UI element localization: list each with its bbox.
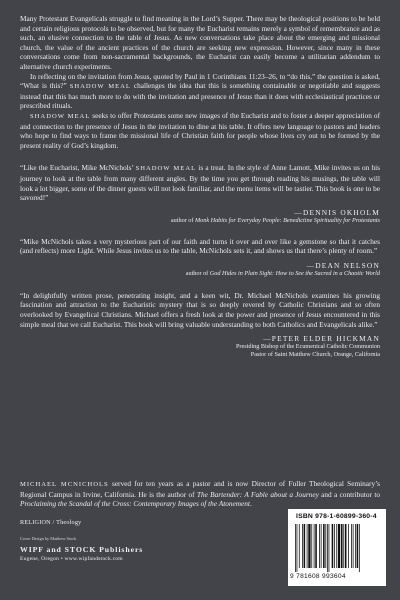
endorser-role-line-1: Presiding Bishop of the Ecumenical Catholic Communion (235, 343, 380, 351)
barcode-bar (308, 524, 310, 568)
endorser-name: —DENNIS OKHOLM (294, 207, 380, 217)
endorser-book-title: Monk Habits for Everyday People: Benedictine Spirituality for Protestants (194, 216, 380, 224)
description-text: In reflecting on the invitation from Jesus, quoted by Paul in 1 Corinthians 11:23–26, to “do this,” the question is asked, “What is this?” (20, 71, 380, 91)
description-paragraph-1: Many Protestant Evangelicals struggle to find meaning in the Lord’s Supper. There may be theological positions to be held and certain religious protocols to be observed, but for many the Eucharist remains merely a symbol of remembrance and as such, an elusive connection to the table of Jesus. As new conversations take place about the emerging and missional church, the value of the ancient practices of the church are seeking new expression. However, since many in these conversations come from non-sacramental backgrounds, the Eucharist can easily become a utilitarian addendum to alternative church experiments. (20, 14, 380, 71)
endorsement-text-part: “Like the Eucharist, Mike McNichols’ (20, 163, 136, 173)
endorsement-attribution (20, 261, 380, 278)
barcode-bar (336, 524, 337, 568)
book-category: RELIGION / Theology (20, 519, 82, 526)
endorser-book-title: God Hides in Plain Sight: How to See the Sacred in a Chaotic World (209, 269, 380, 277)
endorser-name: —DEAN NELSON (306, 260, 380, 270)
description-text: challenges the idea that this is something containable or negotiable and suggests instead that this has much more to do with the invitation and presence of Jesus than it does with ecclesiastical practices or prescribed rituals. (20, 81, 380, 111)
barcode-bar (341, 524, 343, 568)
barcode-bar (304, 524, 306, 568)
barcode-bar (338, 524, 340, 568)
barcode-bar (319, 524, 320, 568)
barcode-bar (357, 524, 359, 568)
book-title-smallcaps: SHADOW MEAL (30, 112, 91, 120)
description-paragraph-2 (20, 72, 380, 111)
endorser-role (20, 270, 380, 278)
barcode-bar (311, 524, 312, 568)
endorser-role-line-2: Pastor of Saint Matthew Church, Orange, California (250, 351, 380, 359)
barcode-bar (295, 524, 296, 572)
endorser-role (20, 217, 380, 225)
isbn-label: ISBN 978-1-60899-360-4 (296, 513, 377, 520)
barcode-bar (355, 524, 356, 568)
barcode-bar (299, 524, 300, 568)
endorsement-attribution (20, 208, 380, 225)
description-paragraph-3 (20, 111, 380, 150)
publisher-name: WIPF and STOCK Publishers (20, 545, 144, 554)
barcode-bar (297, 524, 298, 572)
barcode-bar (329, 524, 330, 572)
endorser-name: —PETER ELDER HICKMAN (263, 334, 380, 344)
barcode-bar (327, 524, 328, 572)
barcode-bar (353, 524, 354, 568)
endorser-role-prefix: author of (170, 216, 195, 224)
endorsement-hickman (20, 291, 380, 359)
barcode-bar (314, 524, 315, 568)
barcode-bar (343, 524, 344, 568)
barcode-bar (321, 524, 322, 568)
endorser-role-prefix: author of (185, 269, 210, 277)
bio-text: . (249, 499, 252, 509)
barcode-bar (348, 524, 349, 568)
endorsement-attribution (20, 334, 380, 359)
barcode-bar (334, 524, 335, 568)
endorsement-text: “In delightfully written prose, penetrating insight, and a keen wit, Dr. Michael McNichols examines his growing fascination and attraction to the Eucharistic mystery that is so deeply revered by Catholic Christians and so often overlooked by Evangelical Christians. Michael offers a fresh look at the power and presence of Jesus encountered in this simple meal that we call Eucharist. This book will bring valuable understanding to both Catholics and Evangelicals alike.” (20, 290, 380, 329)
book-title-smallcaps: SHADOW MEAL (69, 83, 131, 91)
endorsement-nelson (20, 237, 380, 278)
barcode-bar (325, 524, 326, 568)
barcode-bar (315, 524, 317, 568)
bio-book-title: The Bartender: A Fable about a Journey (196, 489, 319, 499)
cover-design-credit: Cover Design by Matthew Stock (20, 536, 77, 541)
publisher-address: Eugene, Oregon • www.wipfandstock.com (20, 556, 123, 562)
bio-book-title: Proclaiming the Scandal of the Cross: Contemporary Images of the Atonement (20, 499, 250, 509)
author-bio (20, 479, 380, 509)
barcode-bar (359, 524, 360, 572)
barcode-bar (302, 524, 303, 568)
book-title-smallcaps: SHADOW MEAL (135, 165, 197, 173)
barcode-digits: 9 781608 993604 (290, 573, 346, 580)
endorsement-okholm (20, 163, 380, 224)
barcode-bar (345, 524, 347, 568)
bio-text: served for ten years as a pastor and is now Director of Fuller Theological Seminary’s Regional Campus in Irvine, California. He is the author of (20, 479, 380, 499)
barcode-bar (351, 524, 352, 568)
barcode-bar (332, 524, 334, 568)
barcode-bars (295, 524, 381, 572)
book-description (20, 14, 380, 150)
description-text: seeks to offer Protestants some new images of the Eucharist and to foster a deeper appreciation of and connection to the presence of Jesus in the invitation to dine at his table. It offers new language to pastors and leaders who hope to find ways to frame the missional life of Christian faith for people whose lives cry out to be formed by the present reality of God’s kingdom. (20, 110, 380, 150)
endorsement-text (20, 163, 380, 202)
barcode-bar (323, 524, 325, 568)
isbn-barcode (288, 509, 386, 586)
author-name-smallcaps: MICHAEL MCNICHOLS (20, 481, 109, 488)
barcode-bar (307, 524, 308, 568)
bio-text: and a contributor to (318, 489, 380, 499)
endorsement-text-part: is a treat. In the style of Anne Lamott, Mike invites us on his journey to look at the table from many different angles. By the time you get through reading his musings, the table will look a lot bigger, some of the dinner guests will not look familiar, and the menu items will be tastier. This book is one to be savored!” (20, 163, 380, 203)
endorsement-text: “Mike McNichols takes a very mysterious part of our faith and turns it over and over like a gemstone so that it catches (and reflects) more Light. While Jesus invites us to the table, McNichols sets it, and shows us that there’s plenty of room.” (20, 236, 380, 256)
